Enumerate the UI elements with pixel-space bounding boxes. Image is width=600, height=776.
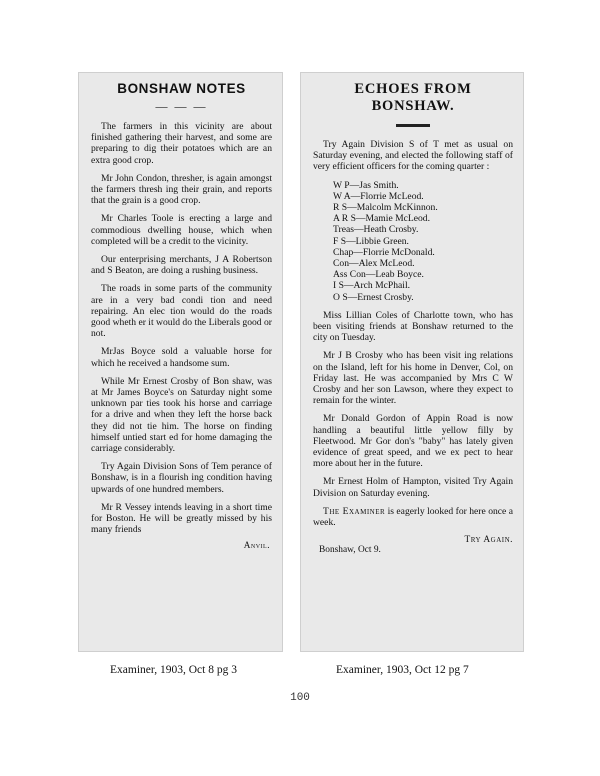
article-paragraph: Mr J B Crosby who has been visit ing relations on the Island, left for his home in Denver, Col, on Friday last. He was accompanied by Mrs C W Crosby and her son Lawson, where they expect to remain for the winter.: [313, 350, 513, 407]
headline-separator: — — —: [155, 99, 208, 113]
article-paragraph: Mr Ernest Holm of Hampton, visited Try Again Division on Saturday evening.: [313, 476, 513, 499]
officer-entry: A R S—Mamie McLeod.: [333, 213, 430, 225]
article-paragraph: Try Again Division S of T met as usual on Saturday evening, and elected the following staff of very efficient officers for the coming quarter :: [313, 139, 513, 173]
clipping-headline: ECHOES FROM BONSHAW.: [354, 81, 472, 114]
article-paragraph: The roads in some parts of the community are in a very bad condi tion and need repairing. An elec tion would do the roads good wheth er it would do the Liberals good or not.: [91, 283, 272, 340]
article-paragraph: Mr R Vessey intends leaving in a short time for Boston. He will be greatly missed by his many friends: [91, 501, 272, 536]
officer-entry: I S—Arch McPhail.: [333, 280, 411, 292]
officer-entry: W A—Florrie McLeod.: [333, 190, 424, 202]
article-paragraph: Miss Lillian Coles of Charlotte town, who has been visiting friends at Bonshaw returned to the city on Tuesday.: [313, 309, 513, 344]
article-paragraph: MrJas Boyce sold a valuable horse for which he received a handsome sum.: [91, 346, 272, 369]
clipping-headline: BONSHAW NOTES: [117, 81, 246, 96]
closing-paragraph: [313, 506, 513, 528]
article-paragraph: Mr Charles Toole is erecting a large and commodious dwelling house, which when completed will be a credit to the vicinity.: [91, 213, 272, 247]
source-caption-right: Examiner, 1903, Oct 12 pg 7: [336, 664, 469, 676]
newspaper-clipping-bonshaw-notes: [78, 72, 283, 652]
article-paragraph: Mr John Condon, thresher, is again amongst the farmers thresh ing their grain, and reports that the grain is a good crop.: [91, 172, 272, 207]
article-paragraph: While Mr Ernest Crosby of Bon shaw, was at Mr James Boyce's on Saturday night some unknown par ties took his horse and carriage for a drive and when they left the horse back they did not tie him. The horse on finding himself untied start ed for home damaging the carriage considerably.: [91, 375, 272, 455]
officer-entry: Treas—Heath Crosby.: [333, 224, 419, 236]
headline-rule: [396, 124, 430, 127]
signature-row: [313, 535, 513, 545]
newspaper-clipping-echoes-from-bonshaw: [300, 72, 524, 652]
officer-entry: W P—Jas Smith.: [333, 179, 399, 191]
officer-entry: Con—Alex McLeod.: [333, 258, 415, 270]
officer-entry: Ass Con—Leab Boyce.: [333, 269, 424, 281]
byline-signature: Try Again.: [464, 535, 513, 546]
dateline: Bonshaw, Oct 9.: [319, 545, 381, 556]
officer-entry: Chap—Florrie McDonald.: [333, 246, 435, 258]
article-paragraph: Try Again Division Sons of Tem perance of Bonshaw, is in a flourish ing condition having upwards of one hundred members.: [91, 461, 272, 495]
source-caption-left: Examiner, 1903, Oct 8 pg 3: [110, 664, 237, 676]
officers-list: [333, 180, 513, 303]
article-paragraph: The farmers in this vicinity are about finished gathering their harvest, and some are preparing to dig their potatoes which are an extra good crop.: [91, 121, 272, 166]
article-paragraph: Our enterprising merchants, J A Robertson and S Beaton, are doing a rushing business.: [91, 254, 272, 277]
byline-signature: Anvil.: [243, 539, 270, 550]
officer-entry: O S—Ernest Crosby.: [333, 291, 414, 303]
closing-text: is eagerly looked for here once a week.: [313, 505, 513, 529]
article-paragraph: Mr Donald Gordon of Appin Road is now handling a beautiful little yellow filly by Fleetwood. Mr Gor don's "baby" has lately given evidence of great speed, and we ex pect to hear more about her in the future.: [313, 413, 513, 470]
officer-entry: R S—Malcolm McKinnon.: [333, 202, 438, 214]
officer-entry: F S—Libbie Green.: [333, 235, 409, 247]
page-number: 100: [290, 692, 310, 704]
newspaper-name: The Examiner: [323, 505, 386, 517]
